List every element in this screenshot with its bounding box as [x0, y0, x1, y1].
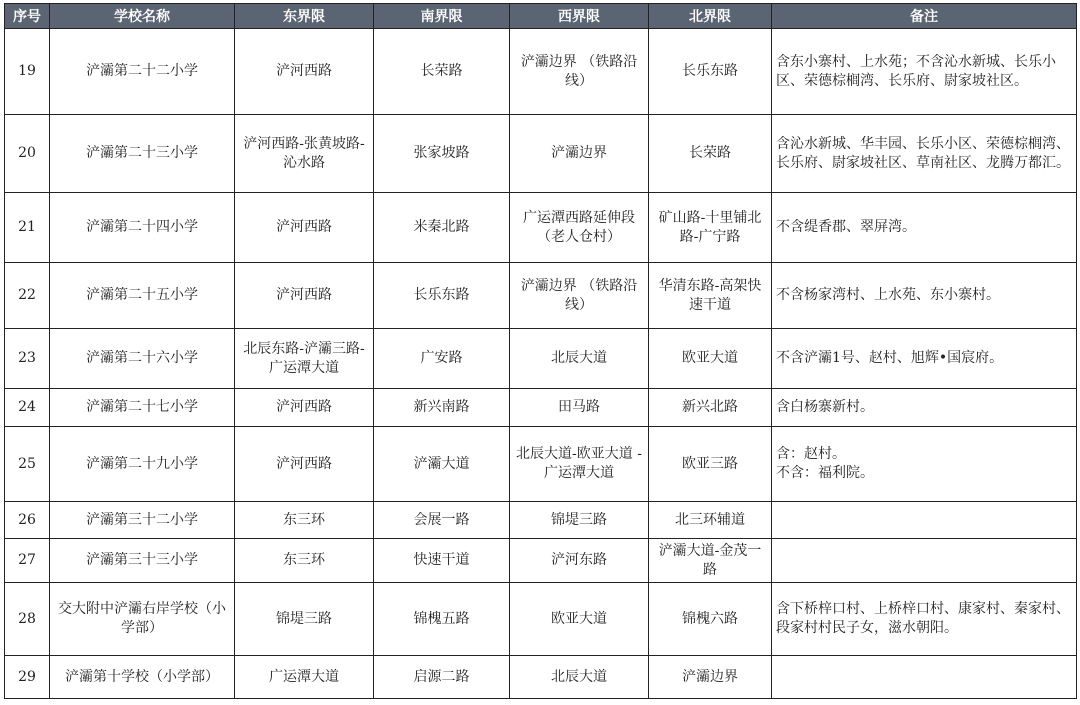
header-note: 备注: [772, 4, 1077, 29]
cell-index: 29: [5, 656, 50, 699]
table-row: [5, 583, 1077, 656]
cell-north: 欧亚三路: [649, 427, 772, 502]
cell-east: 浐河西路-张黄坡路-沁水路: [235, 115, 374, 193]
cell-north: 新兴北路: [649, 389, 772, 427]
cell-east: 东三环: [235, 539, 374, 583]
cell-note: 不含缇香郡、翠屏湾。: [772, 193, 1077, 263]
cell-south: 广安路: [374, 329, 510, 389]
cell-school: 浐灞第三十三小学: [50, 539, 235, 583]
cell-west: 北辰大道: [510, 656, 649, 699]
table-row: [5, 29, 1077, 115]
note-line: 不含：福利院。: [776, 465, 874, 481]
cell-west: 田马路: [510, 389, 649, 427]
cell-east: 浐河西路: [235, 427, 374, 502]
cell-north: 长荣路: [649, 115, 772, 193]
table-row: [5, 115, 1077, 193]
cell-index: 23: [5, 329, 50, 389]
header-south: 南界限: [374, 4, 510, 29]
cell-south: 会展一路: [374, 502, 510, 539]
header-north: 北界限: [649, 4, 772, 29]
table-row: [5, 329, 1077, 389]
table-row: [5, 389, 1077, 427]
cell-school: 浐灞第二十五小学: [50, 263, 235, 329]
cell-note: [772, 427, 1077, 502]
cell-school: 浐灞第二十七小学: [50, 389, 235, 427]
note-line: 含：赵村。: [776, 446, 846, 462]
cell-school: 浐灞第二十四小学: [50, 193, 235, 263]
cell-south: 张家坡路: [374, 115, 510, 193]
cell-school: 浐灞第二十九小学: [50, 427, 235, 502]
cell-east: 浐河西路: [235, 193, 374, 263]
cell-south: 长荣路: [374, 29, 510, 115]
cell-north: 长乐东路: [649, 29, 772, 115]
school-district-table: [4, 3, 1077, 699]
cell-index: 21: [5, 193, 50, 263]
cell-east: 北辰东路-浐灞三路-广运潭大道: [235, 329, 374, 389]
cell-north: 浐灞大道-金茂一路: [649, 539, 772, 583]
cell-note: 含下桥梓口村、上桥梓口村、康家村、秦家村、段家村村民子女，滋水朝阳。: [772, 583, 1077, 656]
cell-note: 含白杨寨新村。: [772, 389, 1077, 427]
cell-school: 浐灞第二十三小学: [50, 115, 235, 193]
cell-note: 不含浐灞1号、赵村、旭辉•国宸府。: [772, 329, 1077, 389]
cell-west: 北辰大道: [510, 329, 649, 389]
cell-index: 25: [5, 427, 50, 502]
cell-west: 浐灞边界: [510, 115, 649, 193]
cell-south: 浐灞大道: [374, 427, 510, 502]
cell-school: 浐灞第二十二小学: [50, 29, 235, 115]
cell-west: 北辰大道-欧亚大道 -广运潭大道: [510, 427, 649, 502]
cell-west: 浐灞边界 （铁路沿线）: [510, 29, 649, 115]
cell-north: 锦槐六路: [649, 583, 772, 656]
cell-south: 新兴南路: [374, 389, 510, 427]
cell-south: 启源二路: [374, 656, 510, 699]
table-row: [5, 427, 1077, 502]
cell-west: 欧亚大道: [510, 583, 649, 656]
cell-index: 27: [5, 539, 50, 583]
cell-school: 浐灞第二十六小学: [50, 329, 235, 389]
table-row: [5, 539, 1077, 583]
cell-north: 矿山路-十里铺北路-广宁路: [649, 193, 772, 263]
cell-south: 长乐东路: [374, 263, 510, 329]
cell-west: 浐河东路: [510, 539, 649, 583]
cell-north: 华清东路-高架快速干道: [649, 263, 772, 329]
cell-south: 锦槐五路: [374, 583, 510, 656]
cell-north: 欧亚大道: [649, 329, 772, 389]
cell-east: 浐河西路: [235, 389, 374, 427]
cell-note: 不含杨家湾村、上水苑、东小寨村。: [772, 263, 1077, 329]
cell-west: 广运潭西路延伸段（老人仓村）: [510, 193, 649, 263]
cell-note: 含沁水新城、华丰园、长乐小区、荣德棕榈湾、长乐府、尉家坡社区、草南社区、龙腾万都汇。: [772, 115, 1077, 193]
cell-school: 浐灞第三十二小学: [50, 502, 235, 539]
header-east: 东界限: [235, 4, 374, 29]
cell-school: 交大附中浐灞右岸学校（小学部）: [50, 583, 235, 656]
cell-east: 浐河西路: [235, 263, 374, 329]
cell-note: [772, 539, 1077, 583]
cell-index: 20: [5, 115, 50, 193]
header-school: 学校名称: [50, 4, 235, 29]
table-row: [5, 502, 1077, 539]
table-row: [5, 193, 1077, 263]
cell-west: 锦堤三路: [510, 502, 649, 539]
cell-north: 浐灞边界: [649, 656, 772, 699]
header-west: 西界限: [510, 4, 649, 29]
table-row: [5, 656, 1077, 699]
cell-index: 28: [5, 583, 50, 656]
cell-note: 含东小寨村、上水苑；不含沁水新城、长乐小区、荣德棕榈湾、长乐府、尉家坡社区。: [772, 29, 1077, 115]
cell-note: [772, 656, 1077, 699]
cell-note: [772, 502, 1077, 539]
cell-east: 锦堤三路: [235, 583, 374, 656]
cell-east: 东三环: [235, 502, 374, 539]
cell-west: 浐灞边界 （铁路沿线）: [510, 263, 649, 329]
cell-index: 19: [5, 29, 50, 115]
cell-south: 米秦北路: [374, 193, 510, 263]
cell-school: 浐灞第十学校（小学部）: [50, 656, 235, 699]
header-index: 序号: [5, 4, 50, 29]
cell-index: 22: [5, 263, 50, 329]
cell-east: 浐河西路: [235, 29, 374, 115]
cell-north: 北三环辅道: [649, 502, 772, 539]
header-row: [5, 4, 1077, 29]
cell-index: 26: [5, 502, 50, 539]
cell-east: 广运潭大道: [235, 656, 374, 699]
cell-index: 24: [5, 389, 50, 427]
cell-south: 快速干道: [374, 539, 510, 583]
table-row: [5, 263, 1077, 329]
